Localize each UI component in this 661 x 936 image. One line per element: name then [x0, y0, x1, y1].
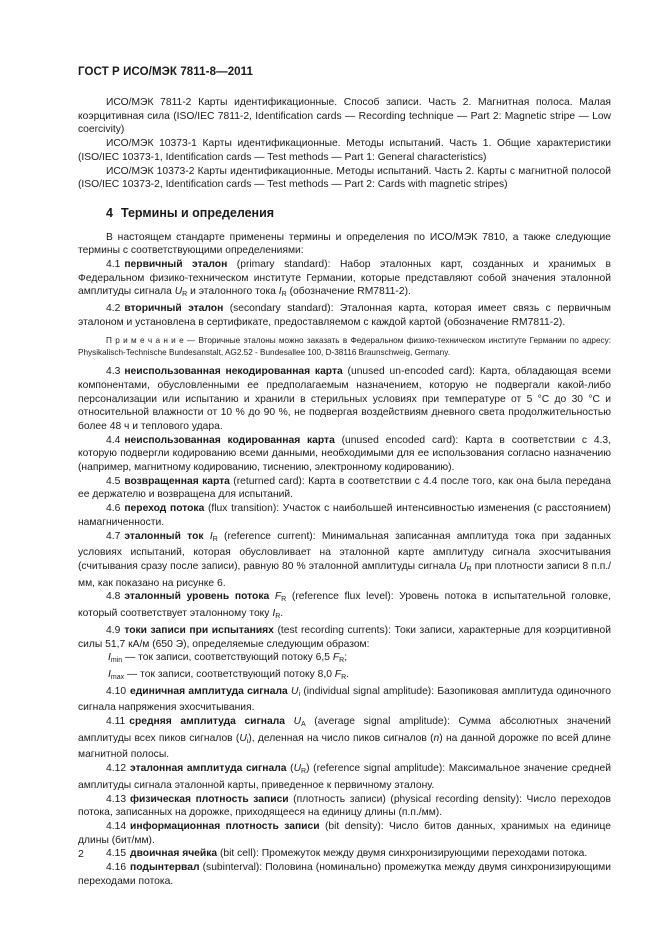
page-content [78, 96, 611, 888]
term-4-9: 4.9 токи записи при испытаниях (test recording currents): Токи записи, характерные для коэрцитивной силы 51,7 кА/м (650 Э), определяемые следующим образом: [78, 624, 612, 650]
document-header: ГОСТ Р ИСО/МЭК 7811-8—2011 [78, 66, 254, 78]
section-heading [106, 207, 611, 221]
term-4-11: 4.11 средняя амплитуда сигнала $U_A$ (average signal amplitude): Сумма абсолютных значений амплитуды всех пиков сигналов $(U_i)$, деленная на число пиков сигналов (n) на данной дорожке по всей длине магнитной полосы. [78, 716, 612, 761]
term-4-6: 4.6 переход потока (flux transition): Участок с наибольшей интенсивностью изменения (с расстоянием) намагниченности. [78, 503, 611, 528]
term-4-1: 4.1 первичный эталон (primary standard): Набор эталонных карт, созданных и хранимых в Федеральном физико-техническом институте Германии, которые представляют собой значения эталонной амплитуды сигнала $U_R$ и эталонного тока $I_R$ (обозначение RM7811-2). [78, 259, 611, 299]
term-4-4: 4.4 неиспользованная кодированная карта (unused encoded card): Карта в соответствии с 4.3, которую подвергли кодированию всеми данными, необходимыми для ее использования согласно назначению (например, магнитному кодированию, тиснению, электронному кодированию). [78, 434, 611, 474]
term-4-3: 4.3 неиспользованная некодированная карта (unused un-encoded card): Карта, обладающая всеми компонентами, обусловленными ее предполагаемым назначением, которую не подвергали какой-либо персонализации или испытанию и хранили в стерильных условиях при температуре от 5 °С до 30 °С и относительной влажности от 10 % до 90 %, не подвергая воздействиям дневного света продолжительностью более 48 ч и теплового удара. [78, 366, 611, 432]
term-4-16: 4.16 подынтервал (subinterval): Половина (номинально) промежутка между двумя синхронизирующими переходами потока. [78, 862, 611, 887]
term-4-7: 4.7 эталонный ток $I_R$ (reference current): Минимальная записанная амплитуда тока при заданных условиях испытаний, которая обусловливает на эталонной карте амплитуду сигнала эхосчитывания (считывания сразу после записи), равную 80 % эталонной амплитуды сигнала $U_R$ при плотности записи 8 п.п./мм, как показано на рисунке 6. [78, 530, 611, 589]
term-4-14: 4.14 информационная плотность записи (bit density): Число битов данных, хранимых на единице длины (бит/мм). [78, 820, 611, 846]
reference-item: ИСО/МЭК 7811-2 Карты идентификационные. Способ записи. Часть 2. Магнитная полоса. Малая коэрцитивная сила (ISO/IEC 7811-2, Identification cards — Recording technique — Part 2: Magnetic stripe — Low coercivity) [78, 97, 611, 136]
imax-definition: $I_{max}$ — ток записи, соответствующий потоку 8,0 $F_R$. [108, 668, 350, 681]
term-4-5: 4.5 возвращенная карта (returned card): Карта в соответствии с 4.4 после того, как она была передана ее держателю и возвращена для испытаний. [78, 475, 611, 501]
page-number: 2 [78, 848, 84, 860]
section-intro: В настоящем стандарте применены термины и определения по ИСО/МЭК 7810, а также следующие термины с соответствующими определениями: [78, 231, 611, 257]
term-4-10: 4.10 единичная амплитуда сигнала $U_i$ (individual signal amplitude): Базопиковая амплитуда одиночного сигнала напряжения эхосчитывания. [78, 685, 611, 714]
reference-item: ИСО/МЭК 10373-2 Карты идентификационные. Методы испытаний. Часть 2. Карты с магнитной полосой (ISO/IEC 10373-2, Identification cards — Test methods — Part 2: Cards with magnetic stripes) [78, 165, 611, 191]
term-4-8: 4.8 эталонный уровень потока $F_R$ (reference flux level): Уровень потока в испытательной головке, который соответствует эталонному току $I_R$. [78, 591, 611, 621]
section-title: Термины и определения [120, 205, 275, 220]
note: П р и м е ч а н и е — Вторичные эталоны можно заказать в Федеральном физико-техническом институте Германии по адресу: Physikalisch-Technische Bundesanstalt, AG2.52 - Bundesallee 100, D-38116 Braunschweig, Germany. [78, 335, 611, 358]
reference-item: ИСО/МЭК 10373-1 Карты идентификационные. Методы испытаний. Часть 1. Общие характеристики (ISO/IEC 10373-1, Identification cards — Test methods — Part 1: General characteristics) [78, 138, 611, 163]
term-4-13: 4.13 физическая плотность записи (плотность записи) (physical recording density): Число переходов потока, записанных на дорожке, приходящееся на единицу длины (п.п./мм). [78, 793, 611, 819]
section-number: 4 [106, 205, 113, 220]
term-4-2: 4.2 вторичный эталон (secondary standard): Эталонная карта, которая имеет связь с первичным эталоном и установлена в сертификате, предоставляемом с каждой картой (обозначение RM7811-2). [78, 303, 611, 328]
term-4-15: 4.15 двоичная ячейка (bit cell): Промежуток между двумя синхронизирующими переходами потока. [106, 848, 588, 860]
imin-definition: $I_{min}$ — ток записи, соответствующий потоку 6,5 $F_R$; [108, 652, 348, 665]
term-4-12: 4.12 эталонная амплитуда сигнала $(U_R)$ (reference signal amplitude): Максимальное значение средней амплитуды сигнала эталонной карты, приведенное к первичному эталону. [78, 763, 612, 791]
